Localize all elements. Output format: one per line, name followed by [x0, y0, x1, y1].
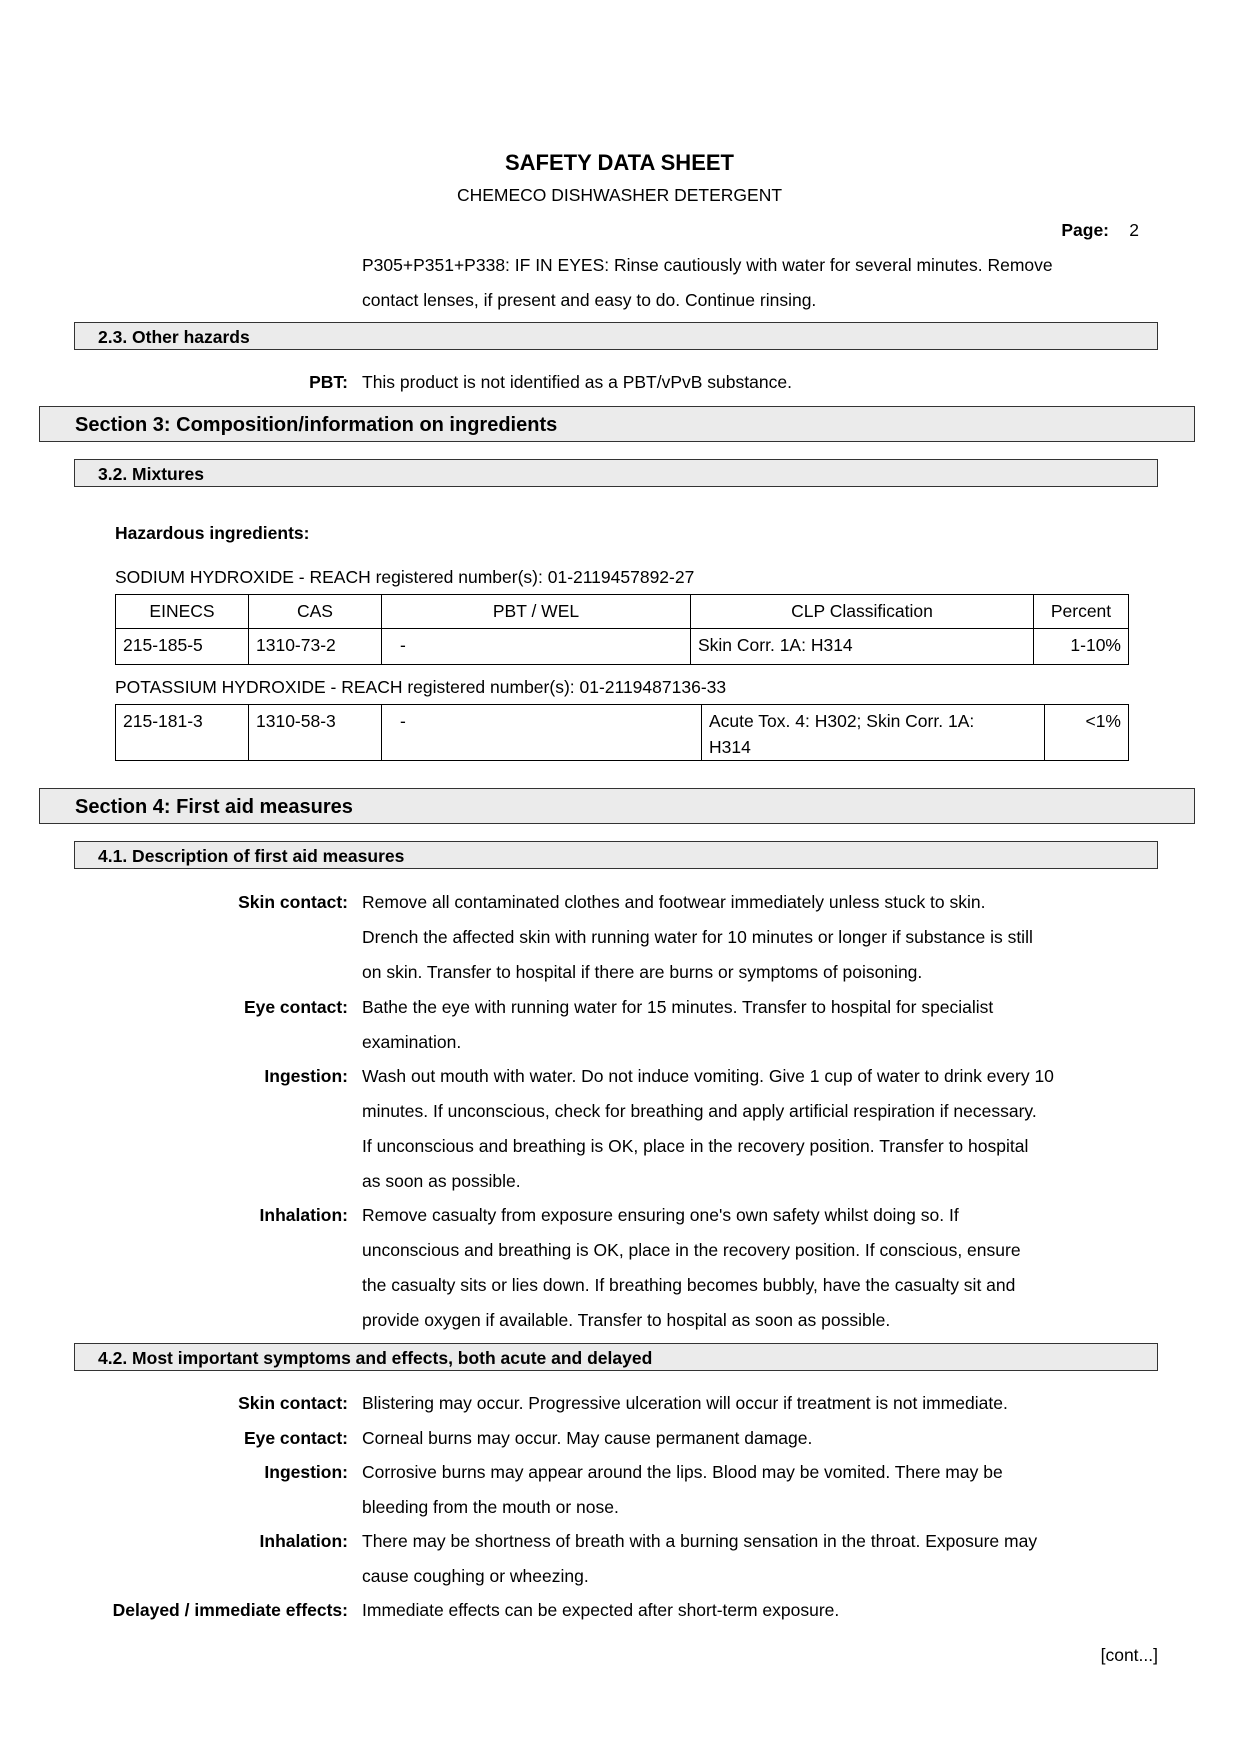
ingestion-label: Ingestion: [264, 1462, 348, 1482]
page-label: Page: [1061, 220, 1109, 240]
cas-cell: 1310-58-3 [249, 705, 382, 761]
subsection-heading-4-1: 4.1. Description of first aid measures [74, 841, 1158, 869]
document-title: SAFETY DATA SHEET [505, 150, 734, 175]
ingestion-text: minutes. If unconscious, check for breathing and apply artificial respiration if necessary. [362, 1101, 1037, 1121]
page-number: 2 [1129, 220, 1139, 240]
ingestion-text: Corrosive burns may appear around the lips. Blood may be vomited. There may be [362, 1462, 1003, 1482]
inhalation-label: Inhalation: [259, 1205, 348, 1225]
skin-contact-label: Skin contact: [238, 892, 348, 912]
eye-contact-text: examination. [362, 1032, 462, 1052]
continued-marker: [cont...] [1100, 1645, 1158, 1665]
inhalation-label: Inhalation: [259, 1531, 348, 1551]
ingredient-name: POTASSIUM HYDROXIDE - REACH registered number(s): 01-2119487136-33 [115, 677, 727, 697]
skin-contact-text: Blistering may occur. Progressive ulceration will occur if treatment is not immediate. [362, 1393, 1008, 1413]
percent-cell: <1% [1045, 705, 1129, 761]
product-name: CHEMECO DISHWASHER DETERGENT [456, 185, 783, 205]
skin-contact-text: on skin. Transfer to hospital if there are burns or symptoms of poisoning. [362, 962, 923, 982]
clp-cell: Skin Corr. 1A: H314 [691, 629, 1034, 665]
ingredient-table [115, 704, 1129, 761]
ingestion-text: bleeding from the mouth or nose. [362, 1497, 619, 1517]
column-header: Percent [1034, 595, 1129, 629]
column-header: PBT / WEL [382, 595, 691, 629]
pbt-cell: - [382, 629, 691, 665]
ingestion-label: Ingestion: [264, 1066, 348, 1086]
section-heading-4: Section 4: First aid measures [39, 788, 1195, 824]
subsection-heading-3-2: 3.2. Mixtures [74, 459, 1158, 487]
ingredient-name: SODIUM HYDROXIDE - REACH registered number(s): 01-2119457892-27 [115, 567, 695, 587]
ingestion-text: Wash out mouth with water. Do not induce vomiting. Give 1 cup of water to drink every 10 [362, 1066, 1054, 1086]
carryover-line: P305+P351+P338: IF IN EYES: Rinse cautiously with water for several minutes. Remove [362, 255, 1053, 275]
delayed-effects-text: Immediate effects can be expected after short-term exposure. [362, 1600, 840, 1620]
inhalation-text: the casualty sits or lies down. If breathing becomes bubbly, have the casualty sit and [362, 1275, 1016, 1295]
ingredient-table [115, 594, 1129, 665]
ingestion-text: as soon as possible. [362, 1171, 521, 1191]
inhalation-text: cause coughing or wheezing. [362, 1566, 589, 1586]
column-header: CAS [249, 595, 382, 629]
hazardous-ingredients-label: Hazardous ingredients: [115, 523, 310, 543]
cas-cell: 1310-73-2 [249, 629, 382, 665]
delayed-effects-label: Delayed / immediate effects: [112, 1600, 348, 1620]
pbt-label: PBT: [309, 372, 348, 392]
table-row [116, 705, 1129, 761]
column-header: CLP Classification [691, 595, 1034, 629]
clp-cell [702, 705, 1045, 761]
inhalation-text: unconscious and breathing is OK, place in the recovery position. If conscious, ensure [362, 1240, 1021, 1260]
percent-cell: 1-10% [1034, 629, 1129, 665]
einecs-cell: 215-185-5 [116, 629, 249, 665]
subsection-heading-2-3: 2.3. Other hazards [74, 322, 1158, 350]
inhalation-text: Remove casualty from exposure ensuring one's own safety whilst doing so. If [362, 1205, 959, 1225]
eye-contact-label: Eye contact: [243, 1428, 348, 1448]
einecs-cell: 215-181-3 [116, 705, 249, 761]
carryover-line: contact lenses, if present and easy to do. Continue rinsing. [362, 290, 817, 310]
skin-contact-text: Remove all contaminated clothes and footwear immediately unless stuck to skin. [362, 892, 986, 912]
section-heading-3: Section 3: Composition/information on ingredients [39, 406, 1195, 442]
eye-contact-label: Eye contact: [243, 997, 348, 1017]
pbt-text: This product is not identified as a PBT/vPvB substance. [362, 372, 792, 392]
eye-contact-text: Corneal burns may occur. May cause permanent damage. [362, 1428, 813, 1448]
clp-line: Acute Tox. 4: H302; Skin Corr. 1A: [709, 711, 975, 731]
subsection-heading-4-2: 4.2. Most important symptoms and effects, both acute and delayed [74, 1343, 1158, 1371]
inhalation-text: There may be shortness of breath with a burning sensation in the throat. Exposure may [362, 1531, 1038, 1551]
skin-contact-text: Drench the affected skin with running water for 10 minutes or longer if substance is still [362, 927, 1033, 947]
column-header: EINECS [116, 595, 249, 629]
ingestion-text: If unconscious and breathing is OK, place in the recovery position. Transfer to hospital [362, 1136, 1029, 1156]
table-row [116, 629, 1129, 665]
inhalation-text: provide oxygen if available. Transfer to hospital as soon as possible. [362, 1310, 891, 1330]
table-header-row [116, 595, 1129, 629]
clp-line: H314 [709, 737, 751, 757]
pbt-cell: - [382, 705, 702, 761]
skin-contact-label: Skin contact: [238, 1393, 348, 1413]
eye-contact-text: Bathe the eye with running water for 15 minutes. Transfer to hospital for specialist [362, 997, 994, 1017]
